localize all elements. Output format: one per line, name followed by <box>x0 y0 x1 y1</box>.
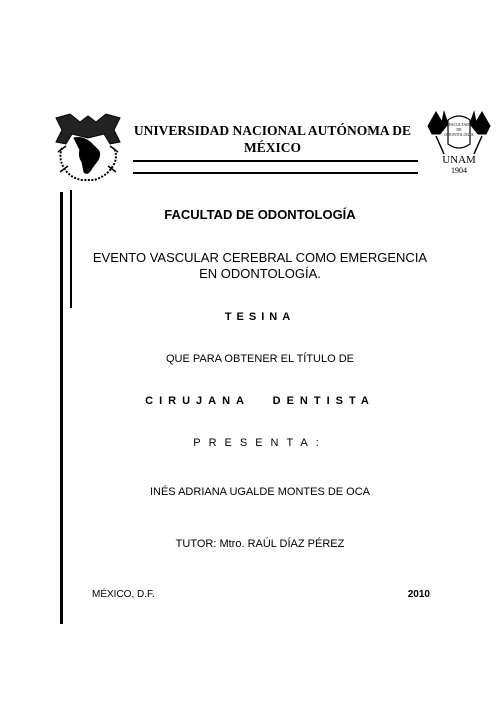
emblem-text-unam: UNAM <box>442 154 476 166</box>
thesis-title-line2: EN ODONTOLOGÍA. <box>199 266 321 281</box>
emblem-text-de: DE <box>456 127 462 132</box>
emblem-text-faculty: FACULTAD <box>448 122 470 127</box>
thesis-title-line1: EVENTO VASCULAR CEREBRAL COMO EMERGENCIA <box>92 250 428 265</box>
degree-title: CIRUJANA DENTISTA <box>145 395 375 407</box>
degree-purpose: QUE PARA OBTENER EL TÍTULO DE <box>165 353 355 365</box>
place-label: MÉXICO, D.F. <box>92 589 155 600</box>
year-label: 2010 <box>407 589 430 600</box>
university-title-line1: UNIVERSIDAD NACIONAL AUTÓNOMA DE <box>133 123 412 138</box>
header-rule-bottom <box>133 172 418 174</box>
university-title-line2: MÉXICO <box>244 140 301 155</box>
work-type: TESINA <box>224 311 296 323</box>
faculty-name: FACULTAD DE ODONTOLOGÍA <box>164 207 356 222</box>
tutor-name: TUTOR: Mtro. RAÚL DÍAZ PÉREZ <box>175 538 345 550</box>
margin-rule-inner <box>70 190 72 308</box>
university-title <box>130 122 415 156</box>
emblem-text-year: 1904 <box>451 166 467 175</box>
faculty-of-dentistry-emblem-icon <box>426 108 492 178</box>
thesis-title <box>80 250 440 282</box>
header-rule-top <box>133 160 418 162</box>
emblem-text-odontologia: ODONTOLOGÍA <box>444 132 474 137</box>
unam-shield-icon <box>52 112 124 184</box>
author-name: INÉS ADRIANA UGALDE MONTES DE OCA <box>149 486 371 498</box>
margin-rule-outer <box>60 192 63 624</box>
presents-label: PRESENTA: <box>193 437 327 449</box>
